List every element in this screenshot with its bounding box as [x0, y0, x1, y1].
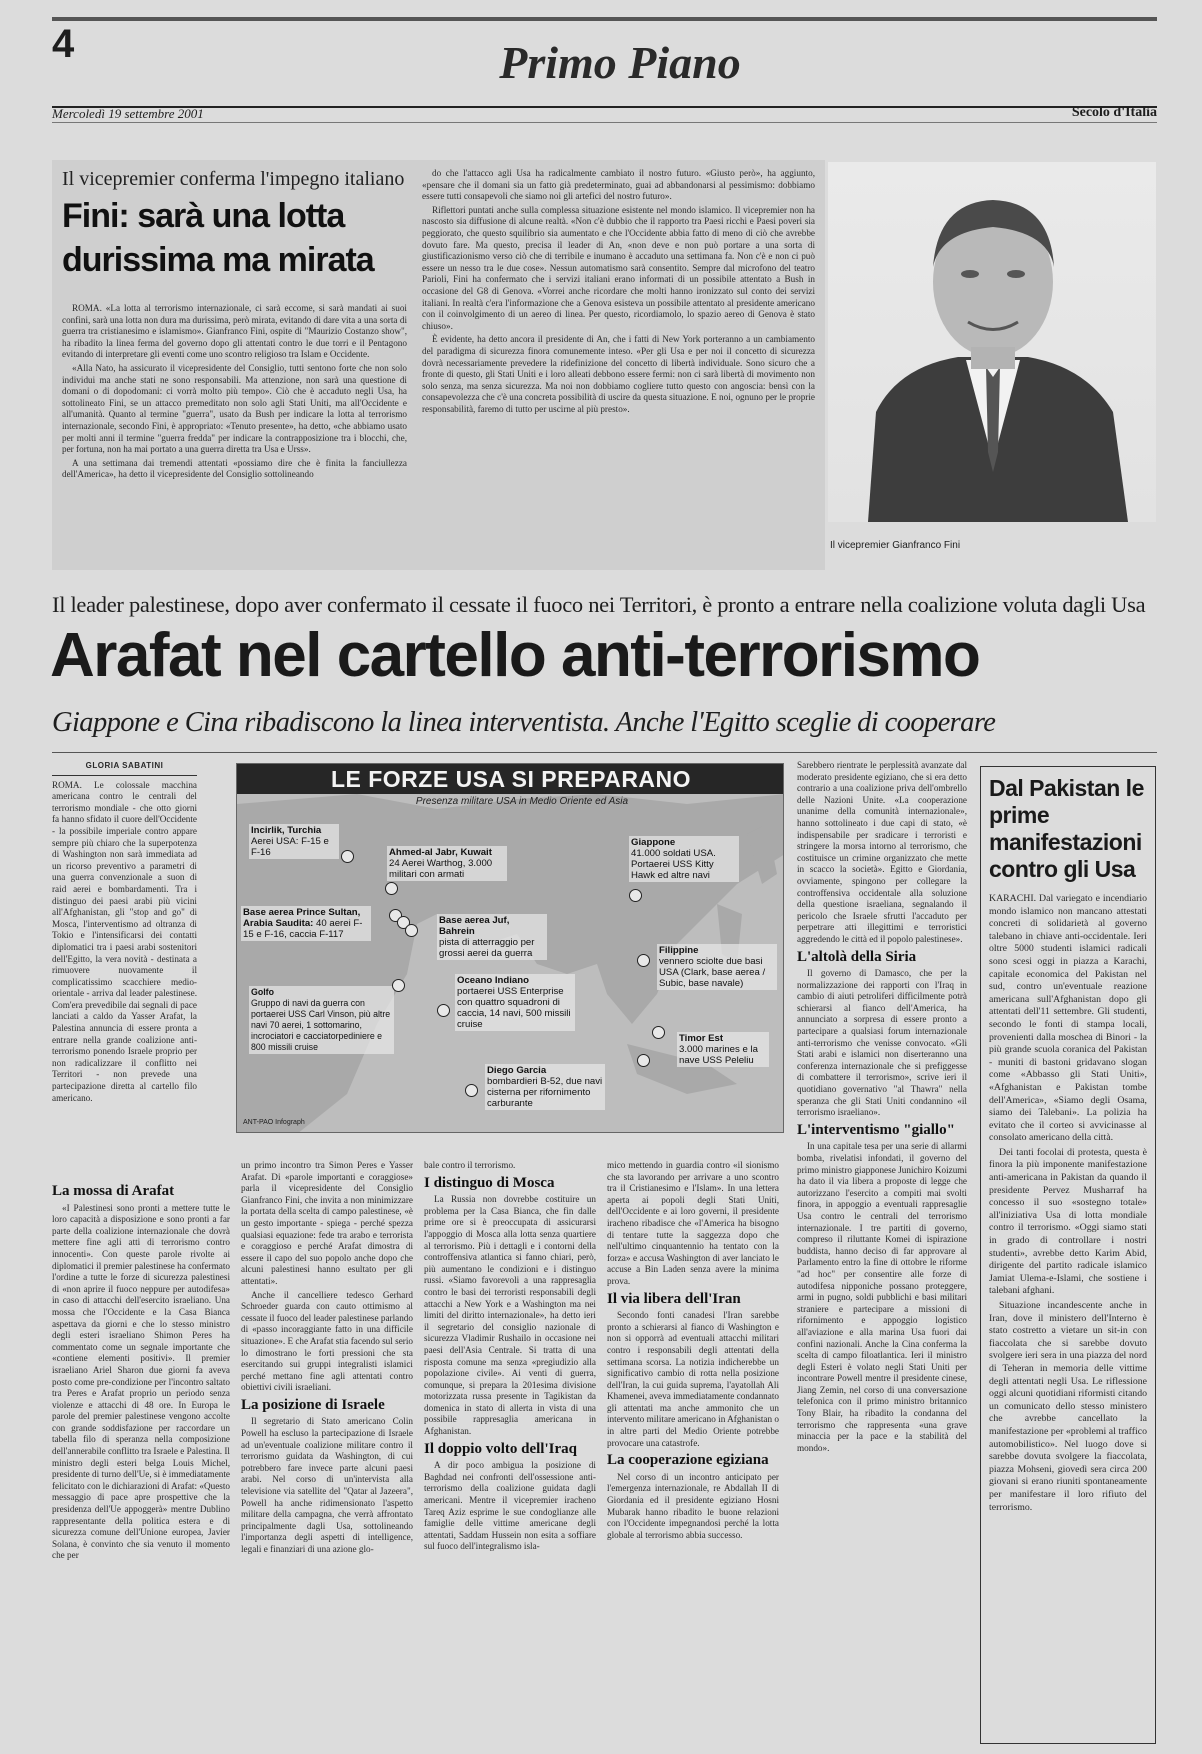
label-name: Base aerea Juf, Bahrein	[439, 915, 510, 937]
main-subheadline: Giappone e Cina ribadiscono la linea interventista. Anche l'Egitto sceglie di cooperare	[52, 707, 996, 738]
map-marker-diego-garcia	[465, 1084, 478, 1097]
label-detail: Gruppo di navi da guerra con portaerei USS Carl Vinson, più altre navi 70 aerei, 1 sottomarino, incrociatori e cacciatorpediniere e 800 missili cruise	[251, 998, 391, 1052]
label-detail: 41.000 soldati USA. Portaerei USS Kitty Hawk ed altre navi	[631, 848, 716, 881]
paragraph: Il segretario di Stato americano Colin Powell ha escluso la partecipazione di Israele ad un'eventuale coalizione militare contro il terrorismo guidata da Washington, di cui potrebbero fare invece parte alcuni paesi arabi. Nel corso di un'intervista alla televisione via satellite del "Qatar al Jazeera", Powell ha anche ridimensionato l'aspetto militare della campagna, che verrà affrontato principalmente dagli Usa, sottolineando l'importanza degli aspetti di intelligence, legali e finanziari di una azione glo-	[241, 1416, 413, 1554]
subhead-arafat: La mossa di Arafat	[52, 1183, 175, 1199]
map-marker-pacific	[652, 1026, 665, 1039]
main-column-5	[797, 760, 967, 1750]
section-title: Primo Piano	[499, 37, 741, 88]
map-subtitle: Presenza militare USA in Medio Oriente ed Asia	[415, 796, 629, 807]
label-detail: portaerei USS Enterprise con quattro squadroni di caccia, 14 navi, 500 missili cruise	[457, 986, 571, 1030]
main-column-3	[424, 1160, 596, 1750]
map-marker-incirlik	[341, 850, 354, 863]
paragraph: «I Palestinesi sono pronti a mettere tutte le loro capacità a disposizione e sono pronti a far parte della coalizione internazionale che dovrà mettere fine agli atti di terrorismo contro innocenti». Con queste parole rivolte ai diplomatici il premier palestinese ha confermato l'ordine a tutte le forze di sicurezza palestinesi di «non aprire il fuoco neppure per autodifesa» in caso di attacchi dell'esercito israeliano. Una mossa che l'Occidente e la Casa Bianca aspettava da giorni e che lo stesso ministro degli esteri israeliano Shimon Peres ha commentato come un segnale importante che «contiene elementi positivi». Il premier israeliano Ariel Sharon due giorni fa aveva posto come pre-condizione per l'incontro saltato tra Peres e Arafat proprio un periodo senza violenze e attacchi di 48 ore. In Europa le parole del premier palestinese vengono accolte con grande soddisfazione per raccordare un tabella filo di speranza nella composizione dell'annerabile conflitto tra Israele e Palestina. Il ministro degli esteri belga Louis Michel, presidente di turno dell'Ue, si è immediatamente felicitato con le dichiarazioni di Arafat: «Questo messaggio di pace apre prospettive che la presidenza dell'Ue appoggerà» mentre Dublino rappresentante della politica estera e di sicurezza comune dell'Unione europea, Javier Solana, è convinto che sia venuto il momento che per	[52, 1202, 230, 1561]
map-marker-kuwait	[385, 882, 398, 895]
label-name: Incirlik, Turchia	[251, 825, 322, 836]
paragraph: mico mettendo in guardia contro «il sionismo che sta lavorando per arrivare a uno scontro tra il Cristianesimo e l'Islam». In una lettera aperta ai popoli degli Stati Uniti, dell'Occidente e ai loro governi, il presidente iracheno ribadisce che «l'America ha bisogno di tentare tutte la saggezza dopo che nell'ultimo cinquantennio ha tentato con la forza» e accusa Washington di aver lanciato le accuse a Bin Laden senza avere la minima prova.	[607, 1160, 779, 1286]
main-column-1-bottom	[52, 1180, 230, 1750]
label-name: Golfo	[251, 987, 274, 997]
map-label-oceano-indiano	[455, 974, 575, 1031]
subhead-giallo: L'interventismo "giallo"	[797, 1121, 955, 1138]
label-name: Filippine	[659, 945, 699, 956]
paragraph: La Russia non dovrebbe costituire un problema per la Casa Bianca, che fin dalle prime ore si è preoccupata di assicurarsi l'appoggio di Mosca alla lotta senza quartiere al terrorismo. Più i dettagli e i contorni della controffensiva atlantica si fanno chiari, però, più aumentano le condizioni e i distinguo russi. «Siamo favorevoli a una rappresaglia contro le basi dei terroristi responsabili degli attacchi a New York e a Washington ma nei limiti del diritto internazionale», ha detto ieri il segretario del consiglio nazionale di sicurezza Vladimir Rushailo in occasione nei paesi dell'Asia Centrale. Si tratta di una risposta comune ma senza «pregiudizio alla popolazione civile». Ai venti di guerra, comunque, si prepara la 201esima divisione motorizzata russa presente in Tagikistan da domenica in stato di allerta in vista di una possibile rappresaglia americana in Afghanistan.	[424, 1194, 596, 1437]
fini-column-2	[422, 168, 815, 568]
fini-column-1	[62, 303, 407, 568]
paragraph: bale contro il terrorismo.	[424, 1160, 516, 1170]
fini-kicker: Il vicepremier conferma l'impegno italiano	[62, 168, 405, 190]
sidebar-text	[989, 893, 1147, 1693]
paragraph: Dei tanti focolai di protesta, questa è finora la più imponente manifestazione anti-americana in Pakistan da quando il presidente Pervez Musharraf ha concesso il suo «sostegno totale» all'iniziativa Usa di lotta mondiale contro il terrorismo. «Oggi siamo stati in grado di controllare i nostri studenti», avrebbe detto Karim Abid, dirigente del partito radicale islamico Jamiat Ulema-e-Islami, che sostiene i talebani afghani.	[989, 1146, 1147, 1297]
map-label-diego-garcia	[485, 1064, 605, 1110]
portrait-illustration	[828, 162, 1156, 522]
paragraph: A dir poco ambigua la posizione di Baghdad nei confronti dell'ossessione anti-terrorismo della coalizione guidata dagli americani. Mentre il vicepremier iracheno Tareq Aziz esprime le sue condoglianze alle famiglie delle vittime americane degli attentati, Saddam Hussein non esita a soffiare sul fuoco dell'integralismo isla-	[424, 1460, 596, 1552]
sidebar-box	[980, 766, 1156, 1744]
main-kicker: Il leader palestinese, dopo aver confermato il cessate il fuoco nei Territori, è pronto a entrare nella coalizione voluta dagli Usa	[52, 592, 1146, 617]
map-marker-timor-est	[637, 1054, 650, 1067]
subhead-egitto: La cooperazione egiziana	[607, 1452, 769, 1469]
label-name: Timor Est	[679, 1033, 724, 1044]
issue-date: Mercoledì 19 settembre 2001	[52, 106, 204, 121]
fini-photo	[828, 162, 1156, 522]
label-name: Diego Garcia	[487, 1065, 547, 1076]
main-column-1-top	[52, 760, 197, 1160]
photo-caption: Il vicepremier Gianfranco Fini	[830, 540, 961, 551]
map-marker-filippine	[637, 954, 650, 967]
paragraph: «Alla Nato, ha assicurato il vicepresidente del Consiglio, tutti sentono forte che non solo individui ma anche stati ne sono responsabili. Ma attenzione, non sarà una questione di domani o di dopodomani: ci vorrà molto più tempo». Ciò che è accaduto negli Usa, ha sottolineato Fini, se un attacco premeditato non solo agli Stati Uniti, ma all'Occidente e all'umanità. Quanto al termine "guerra", usato da Bush per indicare la lotta al terrorismo internazionale, secondo Fini, è appropriato: «Tenuto presente», ha detto, «che abbiamo usato per molti anni il termine "guerra fredda" per indicare la contrapposizione tra i blocchi, che, per fortuna, non ha mai portato a una guerra diretta tra Usa e Urss».	[62, 362, 407, 455]
label-detail: 3.000 marines e la nave USS Peleliu	[679, 1044, 758, 1066]
paragraph: ROMA. Le colossale macchina americana contro le centrali del terrorismo mondiale - che otto giorni fa hanno sfidato il cuore dell'Occidente - la possibile imperiale contro appare sempre più chiaro che la superpotenza di Washington non sarà immediata ad un ricorso preventivo a parametri di una guerra convenzionale a suon di raid aerei e bombardamenti. Tra i distinguo dei paesi arabi più vicini all'Afghanistan, gli "stop and go" di Mosca, l'interventismo ad oltranza di Tokio e l'intensificarsi dei contatti diplomatici tra i paesi arabi sostenitori dell'Egitto, la vera novità - destinata a rimuovere nuovamente il complicatissimo scacchiere medio-orientale - arriva dal leader palestinese. Com'era prevedibile dai segnali di pace lanciati a caldo da Yasser Arafat, la Palestina annuncia di essere pronta a entrare nella grande coalizione anti-terrorismo ponendo Israele proprio per non radicalizzare il conflitto nei Territori - non prevede una partecipazione diretta al cartello filo americano.	[52, 779, 197, 1103]
paragraph: un primo incontro tra Simon Peres e Yasser Arafat. Di «parole importanti e coraggiose» parla il vicepresidente del Consiglio Gianfranco Fini, che invita a non minimizzare la portata della scelta di campo palestinese, «è un gesto importante - spiega - perché spezza qualsiasi equazione: fede tra arabo e terrorista e coraggioso e perché Arafat dimostra di essere il capo del suo popolo anche dopo che alcuni palestinesi hanno esultato per gli attentati».	[241, 1160, 413, 1286]
label-detail: pista di atterraggio per grossi aerei da guerra	[439, 937, 535, 959]
map-label-timor-est	[677, 1032, 769, 1067]
map-label-incirlik	[249, 824, 339, 859]
map-label-giappone	[629, 836, 739, 882]
map-label-prince-sultan	[241, 906, 371, 941]
paragraph: Il governo di Damasco, che per la normalizzazione dei rapporti con l'Iraq in cambio di aiuti petroliferi difficilmente potrà schierarsi al fianco dell'America, ha annunciato a sorpresa di essere pronto a partecipare a qualsiasi forum internazionale anti-terrorismo che venisse convocato. «Gli Stati arabi e islamici non diserteranno una conferenza internazionale che si prefiggesse di combattere il terrorismo», scrive ieri il quotidiano governativo "al Thawra" nella speranza che gli Stati Uniti condannino «il terrorismo israeliano».	[797, 968, 967, 1118]
subhead-siria: L'altolà della Siria	[797, 948, 917, 965]
newspaper-name: Secolo d'Italia	[1071, 105, 1157, 120]
map-label-filippine	[657, 944, 777, 990]
label-detail: 40 aerei F-15 e F-16, caccia F-117	[243, 918, 363, 940]
paragraph: do che l'attacco agli Usa ha radicalmente cambiato il nostro futuro. «Giusto però», ha aggiunto, «pensare che il domani sia un fatto già predeterminato, guai ad abbandonarsi al pessimismo: dobbiamo essere tutti consapevoli che siamo noi gli artefici del nostro futuro».	[422, 168, 815, 202]
paragraph: Situazione incandescente anche in Iran, dove il ministero dell'Interno è stato costretto a vietare un sit-in con fiaccolata che si sarebbe dovuto svolgere ieri sera in una piazza del nord di Teheran in memoria delle vittime degli attentati negli Usa. Le riflessione oggi alcuni quotidiani riformisti citando un comunicato dello stesso ministero che avrebbe cancellato la manifestazione per «problemi al traffico automobilistico». Nel luogo dove si sarebbe dovuta svolgere la fiaccolata, piazza Mohseni, giovedì sera circa 200 giovani si erano riuniti spontaneamente per manifestare il loro rifiuto del terrorismo.	[989, 1300, 1147, 1513]
paragraph: Riflettori puntati anche sulla complessa situazione esistente nel mondo islamico. Il vicepremier non ha nascosto sia diffusione di alcune realtà. «Non c'è dubbio che il rapporto tra Paesi ricchi e Paesi poveri sia peggiorato, che questo squilibrio sia aumentato e che l'Occidente abbia fatto di meno di ciò che avrebbe dovuto fare. Ma questo, precisa il leader di An, «non deve e non può portare a una sorta di giustificazionismo verso ciò che di terribile e inumano è accaduto una settimana fa. Non c'è e non ci può essere un nesso tra le due cose». Nessun automatismo sarà consentito. Sempre dal microfono del teatro Parioli, Fini ha confermato che i servizi italiani erano informati di un possibile attentato a Bush in occasione del G8 di Genova. «Vorrei anche ricordare che molti hanno ironizzato sul conto dei servizi italiani. In realtà c'era l'informazione che a Genova esisteva un possibile attentato al presidente americano con il coinvolgimento di un aereo di linea. Per questo, ricordiamolo, lo spazio aereo di Genova è stato chiuso».	[422, 204, 815, 331]
infographic-map	[236, 763, 784, 1133]
page-number: 4	[52, 22, 75, 66]
subhead-mosca: I distinguo di Mosca	[424, 1174, 555, 1191]
paragraph: Sarebbero rientrate le perplessità avanzate dal moderato presidente egiziano, che si era detto contrario a una coalizione priva dell'ombrello delle Nazioni Unite. «La cooperazione unanime della comunità internazionale», hanno sottolineato i due capi di stato, «è indispensabile per sradicare i terroristi e stringere la morsa intorno al terrorismo, che costituisce un crimine organizzato che mette in scacco la società». Egitto e Giordania, ovviamente, spingono per collegare la controffensiva occidentale alla soluzione della questione israeliana, segnalando il pericolo che Israele sfrutti l'accaduto per perpetrare atti illegittimi e terroristici aggredendo le città ed il popolo palestinese».	[797, 760, 967, 944]
map-label-kuwait	[387, 846, 507, 881]
map-label-bahrein	[437, 914, 547, 960]
paragraph: Anche il cancelliere tedesco Gerhard Schroeder guarda con cauto ottimismo al cessate il fuoco del leader palestinese parlando di «passo incoraggiante fatto in una difficile situazione». E che Arafat stia facendo sul serio lo dimostrano le forti pressioni che sta esercitando sui gruppi integralisti islamici perché mettano fine agli attentati contro obiettivi civili israeliani.	[241, 1289, 413, 1393]
paragraph: ROMA. «La lotta al terrorismo internazionale, ci sarà eccome, si sarà mandati ai suoi confini, sarà una lotta non dura ma durissima, però mirata, evitando di dare vita a una sorta di guerra tra cristianesimo e islamismo». Gianfranco Fini, ospite di "Maurizio Costanzo show", ha ribadito la linea ferma del governo dopo gli attentati contro le due torri e il Pentagono evitando di interpretare gli eventi come uno scontro religioso tra Islam e Occidente.	[62, 303, 407, 360]
subhead-iraq: Il doppio volto dell'Iraq	[424, 1440, 577, 1457]
map-title: LE FORZE USA SI PREPARANO	[237, 764, 784, 794]
main-headline: Arafat nel cartello anti-terrorismo	[50, 621, 980, 690]
paragraph: In una capitale tesa per una serie di allarmi bomba, rivelatisi infondati, il governo del primo ministro giapponese Junichiro Koizumi ha dato il via libera a proposte di legge che autorizzano l'esercito a compiti mai svolti finora, in appoggio a eventuali rappresaglie Usa contro le centrali del terrorismo internazionale. I tre partiti di governo, compreso il riluttante Komei di ispirazione buddista, hanno deciso di far approvare al Parlamento entro la fine di ottobre le riforme "ad hoc" per consentire alle forze di autodifesa nipponiche possano proteggere, armi in pugno, soldi pubblichi e basi militari straniere e partecipare a missioni di rifornimento e appoggio logistico all'aviazione e alla marina Usa fuori dai confini nazionali. Anche la Cina conferma la scelta di campo filoatlantica. Ieri il ministro degli Esteri è volato negli Stati Uniti per incontrare Powell mentre il presidente cinese, Jiang Zemin, nel corso di una conversazione telefonica con il primo ministro britannico Tony Blair, ha ribadito la condanna del terrorismo che rappresenta «una grave minaccia per la pace e la stabilità del mondo».	[797, 1141, 967, 1453]
label-detail: 24 Aerei Warthog, 3.000 militari con armati	[389, 858, 493, 880]
paragraph: A una settimana dai tremendi attentati «possiamo dire che è finita la fanciullezza dell'America», ha detto il vicepresidente del Consiglio sottolineando	[62, 457, 407, 480]
main-column-2	[241, 1160, 413, 1750]
label-detail: bombardieri B-52, due navi cisterna per rifornimento carburante	[487, 1076, 603, 1109]
sidebar-headline: Dal Pakistan le prime manifestazioni contro gli Usa	[989, 775, 1144, 882]
paragraph: È evidente, ha detto ancora il presidente di An, che i fatti di New York porteranno a un cambiamento del paradigma di sicurezza finora comunemente inteso. «Per gli Usa e per noi il concetto di sicurezza dovrà necessariamente prevedere la ridefinizione del concetto di libertà individuale. Sono sicuro che a fronte di questo, gli Stati Uniti e i loro alleati debbono essere fermi: non ci sarà libertà di movimento non solo senza, ma senza sicurezza. Ma noi non dobbiamo cogliere tutto questo con angoscia: bensì con la consapevolezza che c'è una concreta possibilità di uscire da questa situazione. E noi, ognuno per le proprie responsabilità, faremo di tutto per uscirne al più presto».	[422, 334, 815, 414]
label-name: Oceano Indiano	[457, 975, 529, 986]
map-marker-golfo	[392, 979, 405, 992]
map-marker-gulf	[405, 924, 418, 937]
paragraph: Nel corso di un incontro anticipato per l'emergenza internazionale, re Abdallah II di Giordania ed il presidente egiziano Hosni Mubarak hanno ribadito le buone relazioni con l'Occidente impegnandosi perché la lotta globale al terrorismo abbia successo.	[607, 1471, 779, 1540]
map-label-golfo	[249, 986, 394, 1054]
subhead-israele: La posizione di Israele	[241, 1396, 385, 1413]
label-detail: Aerei USA: F-15 e F-16	[251, 836, 329, 858]
subhead-iran: Il via libera dell'Iran	[607, 1290, 741, 1307]
byline: GLORIA SABATINI	[52, 760, 197, 776]
map-marker-giappone	[629, 889, 642, 902]
map-credit: ANT-PAO Infograph	[243, 1119, 305, 1126]
label-name: Ahmed-al Jabr, Kuwait	[389, 847, 492, 858]
label-detail: vennero sciolte due basi USA (Clark, base aerea / Subic, base navale)	[659, 956, 766, 989]
main-column-4	[607, 1160, 779, 1750]
paragraph: Secondo fonti canadesi l'Iran sarebbe pronto a schierarsi al fianco di Washington e non si opporrà ad eventuali attacchi militari contro i responsabili degli attentati della settimana scorsa. La notizia indicherebbe un significativo cambio di rotta nella posizione dell'Iran, la cui guida suprema, l'ayatollah Ali Khamenei, aveva immediatamente condannato gli attentati ma anche ammonito che un intervento militare americano in Afghanistan o in altre parti del Medio Oriente potrebbe provocare una catastrofe.	[607, 1310, 779, 1448]
label-name: Base aerea Prince Sultan, Arabia Saudita:	[243, 907, 361, 929]
map-marker-oceano-indiano	[437, 1004, 450, 1017]
paragraph: KARACHI. Dal variegato e incendiario mondo islamico non mancano attestati concreti di solidarietà al governo talebano in chiave anti-occidentale. Ieri oltre 5000 studenti islamici radicali sono scesi oggi in piazza a Karachi, capitale economica del Pakistan nel sud, contro un'eventuale reazione americana sull'Afghanistan dopo gli attentati dell'11 settembre. Gli studenti, secondo le fonti di stampa locali, provenienti dalla moschea di Binori - la più grande scuola coranica del Pakistan - muniti di bastoni gridavano slogan come «Abbasso gli Stati Uniti», «Afghanistan e Pakistan tombe dell'America», «Siamo degli Osama, siamo dei Talebani». La polizia ha evitato che il corteo si avvicinasse al consolato americano della città.	[989, 893, 1147, 1144]
fini-headline: Fini: sarà una lotta durissima ma mirata	[62, 197, 374, 279]
label-name: Giappone	[631, 837, 676, 848]
